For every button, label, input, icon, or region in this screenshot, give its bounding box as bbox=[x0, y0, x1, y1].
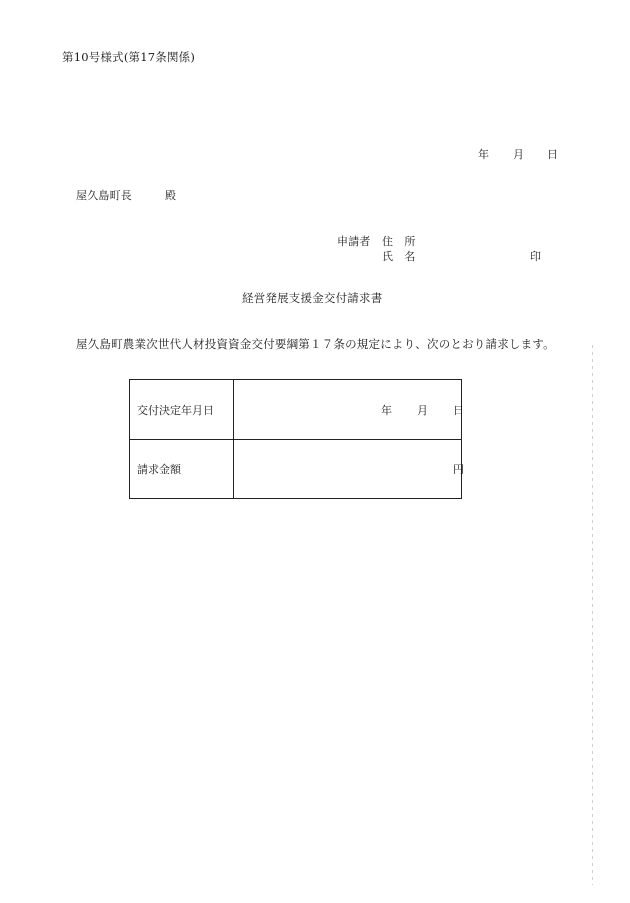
header-date-month-label: 月 bbox=[513, 148, 524, 161]
request-amount-label: 請求金額 bbox=[130, 440, 234, 499]
header-date-year-label: 年 bbox=[478, 148, 489, 161]
document-title: 経営発展支援金交付請求書 bbox=[242, 291, 383, 305]
body-text: 屋久島町農業次世代人材投資資金交付要綱第１７条の規定により、次のとおり請求します。 bbox=[76, 337, 555, 351]
decision-date-year-label: 年 bbox=[381, 403, 392, 417]
addressee-honorific: 殿 bbox=[165, 189, 177, 202]
decision-date-day-label: 日 bbox=[453, 403, 464, 417]
header-date-day-label: 日 bbox=[547, 148, 558, 161]
scan-margin-line bbox=[592, 345, 593, 885]
applicant-address-label: 住 所 bbox=[382, 235, 416, 248]
table-row-amount bbox=[130, 440, 462, 499]
request-table bbox=[129, 379, 462, 499]
applicant-name-label: 氏 名 bbox=[382, 250, 416, 263]
applicant-label: 申請者 bbox=[337, 235, 371, 248]
request-amount-value-cell bbox=[234, 440, 462, 499]
addressee-name: 屋久島町長 bbox=[76, 189, 132, 202]
currency-unit-label: 円 bbox=[453, 463, 464, 476]
table-row-decision-date bbox=[130, 380, 462, 440]
decision-date-month-label: 月 bbox=[417, 403, 428, 417]
decision-date-value-cell bbox=[234, 380, 462, 440]
decision-date-label: 交付決定年月日 bbox=[130, 380, 234, 440]
form-number: 第10号様式(第17条関係) bbox=[62, 50, 196, 64]
seal-mark: 印 bbox=[530, 250, 542, 263]
